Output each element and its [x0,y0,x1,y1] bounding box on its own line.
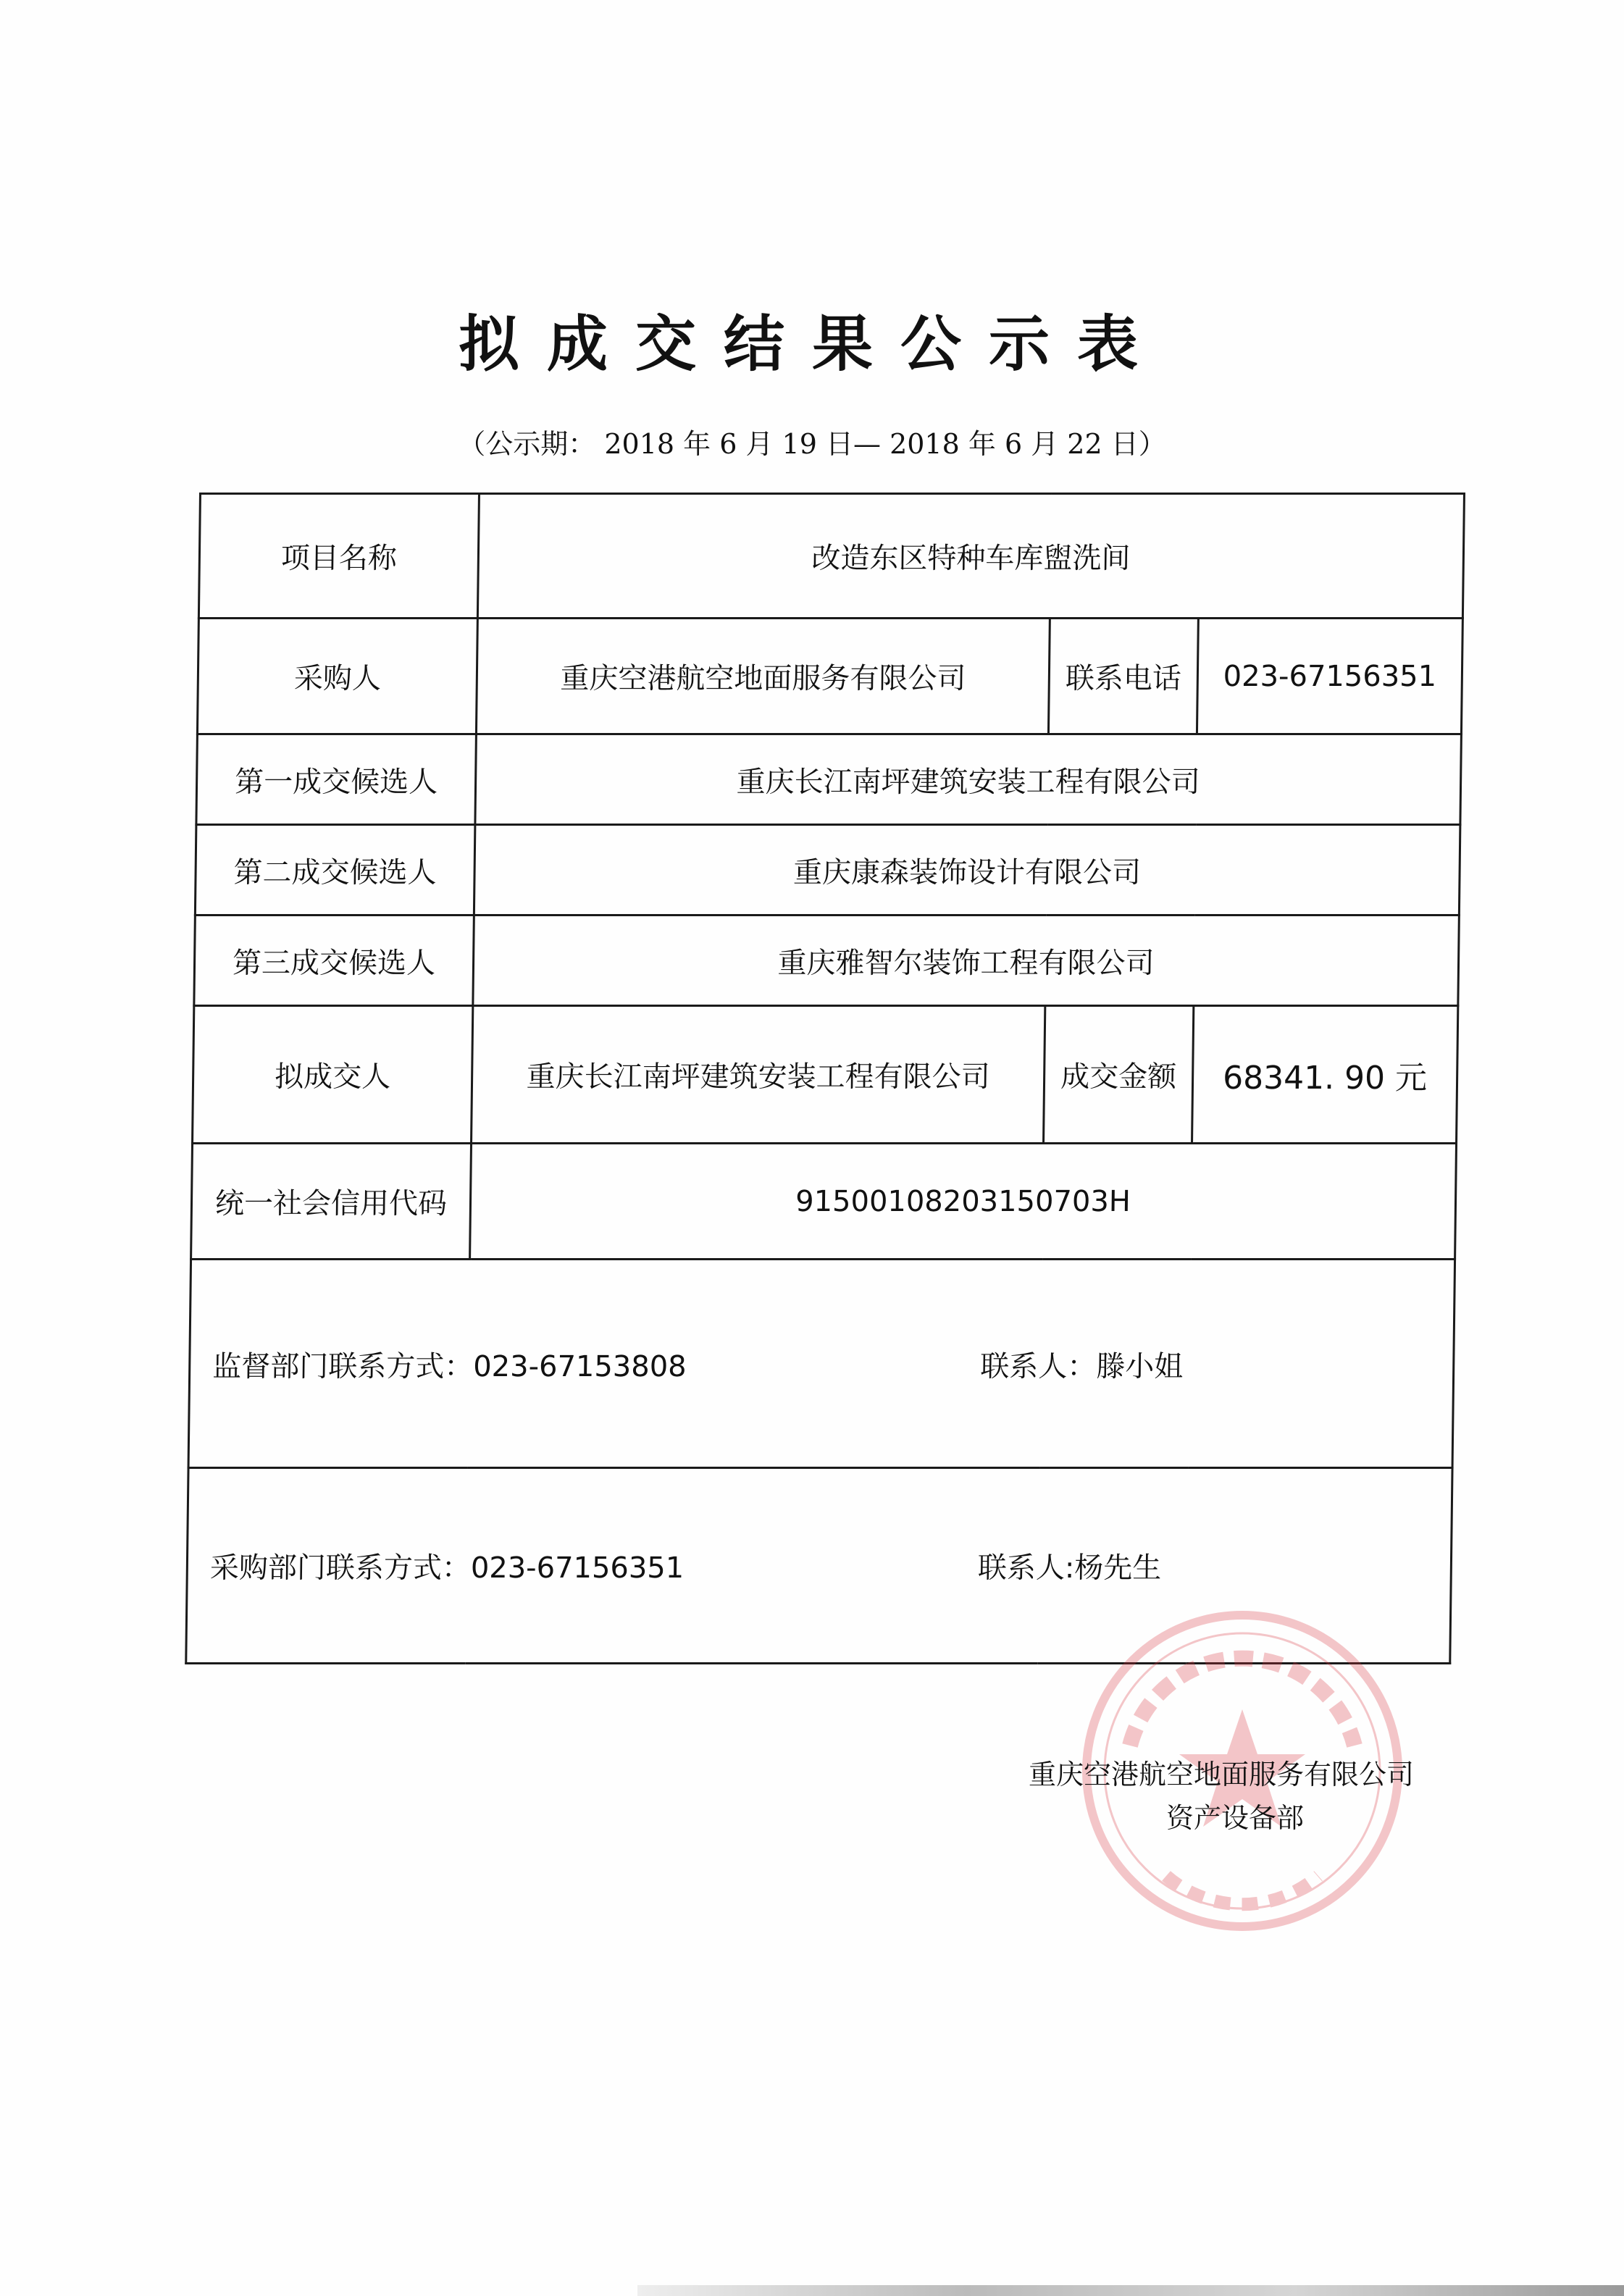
document-title: 拟成交结果公示表 [458,309,1165,380]
amount-value: 68341. 90 元 [1192,1006,1458,1144]
first-candidate-label: 第一成交候选人 [196,734,477,825]
buyer-value: 重庆空港航空地面服务有限公司 [476,619,1050,734]
third-candidate-value: 重庆雅智尔装饰工程有限公司 [473,916,1460,1006]
credit-code-label: 统一社会信用代码 [191,1144,472,1260]
credit-code-value: 91500108203150703H [470,1144,1457,1260]
table-row-credit-code [191,1144,1457,1260]
project-name-label: 项目名称 [198,494,479,619]
first-candidate-value: 重庆长江南坪建筑安装工程有限公司 [475,734,1462,825]
purchase-contact: 采购部门联系方式：023-67156351 [209,1551,685,1585]
buyer-label: 采购人 [197,619,477,734]
supervision-contact: 监督部门联系方式：023-67153808 [212,1350,687,1383]
result-table [185,493,1465,1664]
purchase-contact-person: 联系人:杨先生 [977,1551,1162,1585]
winner-label: 拟成交人 [193,1006,473,1144]
winner-value: 重庆长江南坪建筑安装工程有限公司 [472,1006,1045,1144]
result-table-wrapper [185,493,1463,1662]
amount-label: 成交金额 [1044,1006,1194,1144]
signature-department: 资产设备部 [1166,1802,1305,1834]
signature-block [1029,1753,1414,1840]
supervision-contact-person: 联系人：滕小姐 [979,1350,1184,1383]
supervision-contact-cell [188,1260,1455,1468]
table-row-first-candidate [196,734,1462,825]
phone-value: 023-67156351 [1197,619,1462,734]
table-row-buyer [197,619,1462,734]
second-candidate-value: 重庆康森装饰设计有限公司 [474,825,1460,916]
project-name-value: 改造东区特种车库盥洗间 [477,494,1464,619]
third-candidate-label: 第三成交候选人 [194,916,474,1006]
table-row-third-candidate [194,916,1460,1006]
table-row-second-candidate [195,825,1460,916]
supervision-contact-line [197,1260,1447,1467]
table-row-project [198,494,1464,619]
table-row-winner [193,1006,1458,1144]
signature-company: 重庆空港航空地面服务有限公司 [1029,1759,1415,1790]
second-candidate-label: 第二成交候选人 [195,825,475,916]
publicity-period: （公示期： 2018 年 6 月 19 日— 2018 年 6 月 22 日） [458,428,1166,460]
scan-edge-shadow [637,2285,1624,2296]
phone-label: 联系电话 [1048,619,1198,734]
table-row-supervision-contact [188,1260,1455,1468]
